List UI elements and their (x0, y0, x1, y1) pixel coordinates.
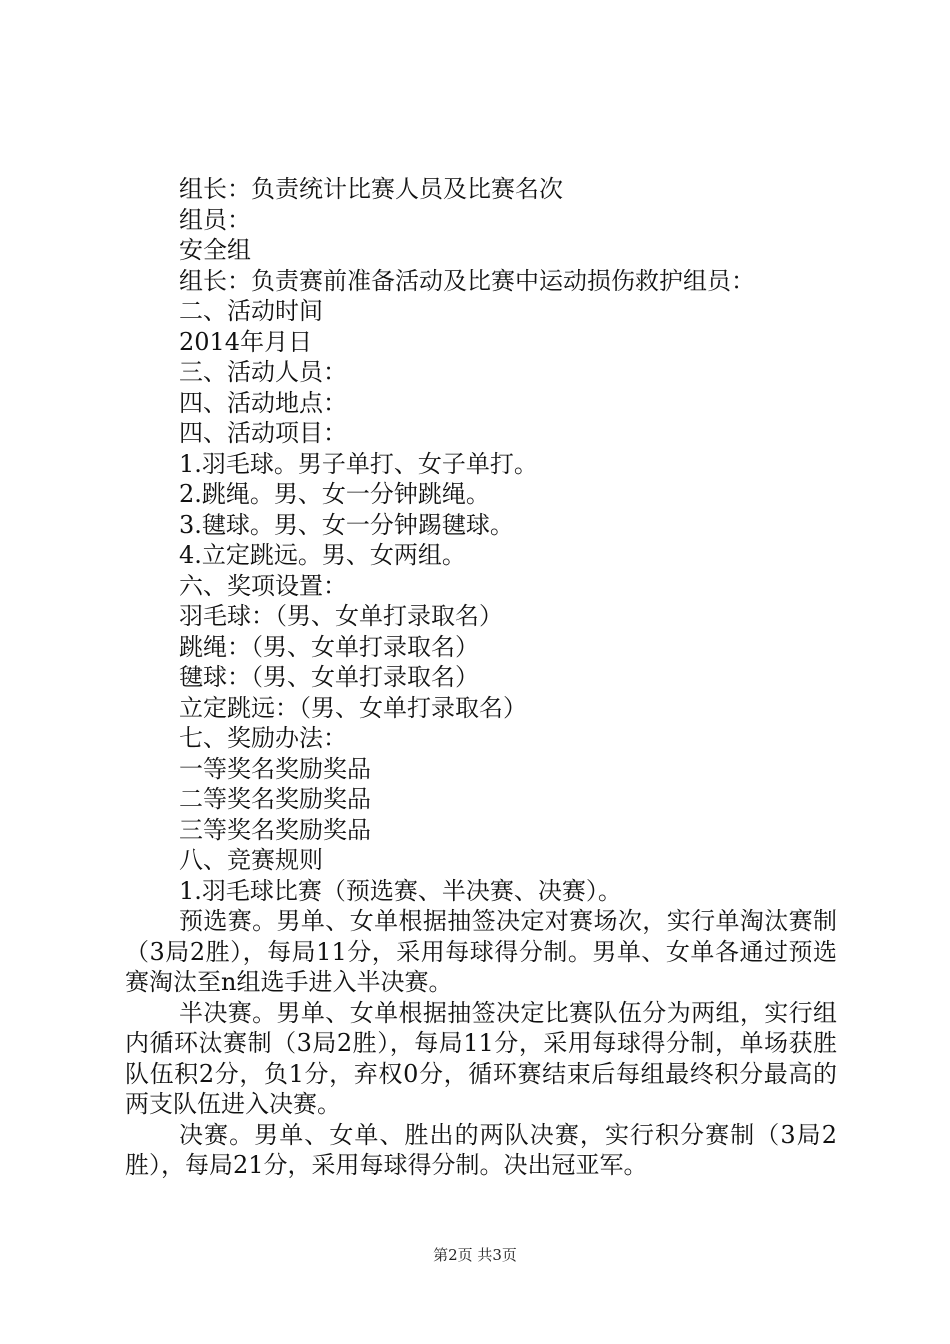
list-item: 3.毽球。男、女一分钟踢毽球。 (179, 510, 514, 539)
text-line: 一等奖名奖励奖品 (179, 754, 371, 783)
section-heading: 四、活动项目： (179, 419, 347, 447)
text-line: 组员： (179, 205, 251, 234)
section-heading: 四、活动地点： (179, 388, 347, 417)
text-line: 三等奖名奖励奖品 (179, 815, 371, 844)
section-heading: 三、活动人员： (179, 358, 347, 386)
paragraph-preliminary: 预选赛。男单、女单根据抽签决定对赛场次，实行单淘汰赛制（3局2胜），每局11分，采用每球得分制。男单、女单各通过预选赛淘汰至n组选手进入半决赛。 (125, 907, 837, 996)
section-heading: 六、奖项设置： (179, 571, 347, 600)
section-heading: 七、奖励办法： (179, 724, 347, 752)
section-heading: 八、竞赛规则 (179, 846, 323, 874)
paragraph-semifinal: 半决赛。男单、女单根据抽签决定比赛队伍分为两组，实行组内循环汰赛制（3局2胜），每局11分，采用每球得分制，单场获胜队伍积2分，负1分，弃权0分，循环赛结束后每组最终积分最高的两支队伍进入决赛。 (125, 998, 837, 1118)
text-line: 2014年月日 (179, 327, 313, 356)
text-line: 跳绳：（男、女单打录取名） (179, 632, 479, 661)
section-heading: 二、活动时间 (179, 297, 323, 325)
paragraph-final: 决赛。男单、女单、胜出的两队决赛，实行积分赛制（3局2胜），每局21分，采用每球得分制。决出冠亚军。 (125, 1120, 837, 1179)
text-line: 毽球：（男、女单打录取名） (179, 663, 479, 691)
page-indicator: 第2页 共3页 (433, 1246, 517, 1264)
text-line: 安全组 (179, 236, 251, 264)
list-item: 4.立定跳远。男、女两组。 (179, 541, 466, 569)
list-item: 1.羽毛球。男子单打、女子单打。 (179, 449, 538, 478)
text-line: 组长：负责统计比赛人员及比赛名次 (179, 175, 563, 203)
text-line: 羽毛球：（男、女单打录取名） (179, 602, 503, 630)
list-item: 2.跳绳。男、女一分钟跳绳。 (179, 480, 490, 508)
text-line: 组长：负责赛前准备活动及比赛中运动损伤救护组员： (179, 266, 755, 295)
text-line: 立定跳远：（男、女单打录取名） (179, 693, 527, 722)
text-line: 二等奖名奖励奖品 (179, 785, 371, 813)
document-body (125, 174, 837, 1181)
text-line: 1.羽毛球比赛（预选赛、半决赛、决赛）。 (179, 876, 622, 905)
